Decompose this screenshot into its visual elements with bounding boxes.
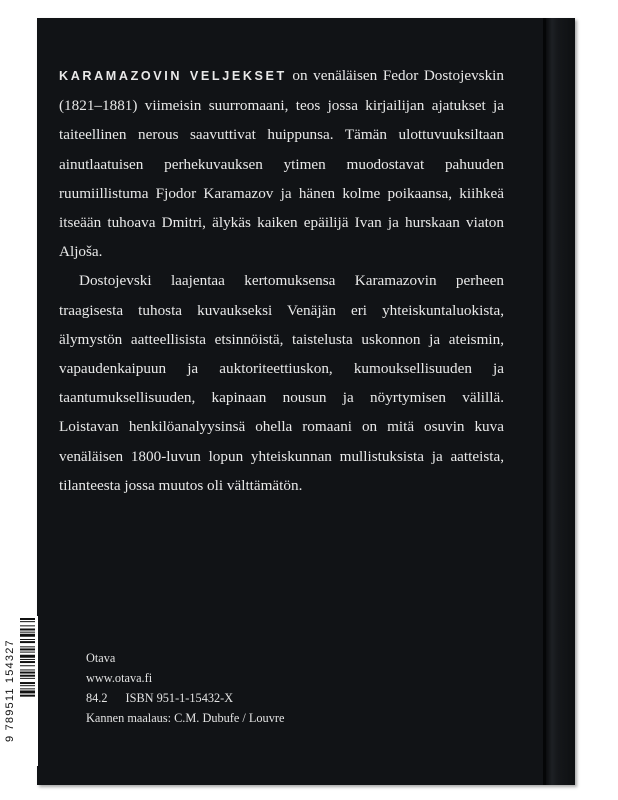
barcode-bar	[20, 672, 35, 674]
barcode-bar	[20, 646, 35, 647]
publisher-name: Otava	[86, 651, 116, 665]
barcode-bar	[20, 641, 35, 643]
book-title: KARAMAZOVIN VELJEKSET	[59, 69, 287, 83]
blurb-paragraph-2-text: Dostojevski laajentaa kertomuksensa Karamazovin perheen traagisesta tuhosta kuvaukseksi Venäjän eri yhteiskuntaluokista, älymystön aatteellisista etsinnöistä, taistelusta uskonnon ja ateismin, vapaudenkaipuun ja auktoriteettiuskon, kumouksellisuuden ja taantumuksellisuuden, kapinaan nousun ja nöyrtymisen välillä. Loistavan henkilöanalyysinsä ohella romaani on mitä osuvin kuva venäläisen 1800-luvun lopun yhteiskunnan mullistuksista ja aatteista, tilanteesta jossa muutos oli välttämätön.	[59, 272, 504, 494]
barcode-bar	[20, 661, 35, 663]
publisher-website: www.otava.fi	[86, 671, 153, 685]
barcode-bar	[20, 690, 35, 693]
barcode-bar	[20, 648, 35, 650]
back-cover-blurb	[59, 61, 504, 500]
barcode-bar	[20, 682, 35, 684]
blurb-paragraph-2	[59, 266, 504, 500]
barcode-bar	[20, 695, 35, 697]
barcode-bar	[20, 634, 35, 637]
barcode-bar	[20, 632, 35, 633]
isbn: ISBN 951-1-15432-X	[125, 691, 234, 705]
barcode-digits: 9 789511 154327	[4, 639, 16, 743]
barcode-bar	[20, 652, 35, 653]
barcode-bar	[20, 639, 35, 640]
barcode-bar	[20, 625, 35, 626]
barcode-bar	[20, 675, 35, 677]
blurb-paragraph-1-text: on venäläisen Fedor Dostojevskin (1821–1881) viimeisin suurromaani, teos jossa kirjailijan ajatukset ja taiteellinen nerous saavuttivat huippunsa. Tämän ulottuvuuksiltaan ainutlaatuisen perhekuvauksen ytimen muodostavat pahuuden ruumiillistuma Fjodor Karamazov ja hänen kolme poikaansa, kiihkeä itseään tuhoava Dmitri, älykäs kaiken epäilijä Ivan ja hurskaan viaton Aljoša.	[59, 67, 504, 261]
spine-groove	[546, 18, 575, 785]
barcode-bar	[20, 629, 35, 631]
barcode-bar	[20, 665, 35, 666]
cover-credit: Kannen maalaus: C.M. Dubufe / Louvre	[86, 711, 285, 725]
class-isbn-line	[86, 688, 284, 708]
blurb-paragraph-1	[59, 61, 504, 266]
class-code: 84.2	[86, 691, 108, 705]
barcode-bar	[20, 655, 35, 658]
barcode-bar	[20, 688, 35, 689]
imprint	[86, 648, 284, 728]
barcode-bar	[20, 618, 35, 620]
barcode-bar	[20, 621, 35, 622]
barcode-bar	[20, 659, 35, 660]
barcode-bar	[20, 669, 35, 670]
barcode-bar	[20, 678, 35, 679]
barcode-bar	[20, 685, 35, 686]
